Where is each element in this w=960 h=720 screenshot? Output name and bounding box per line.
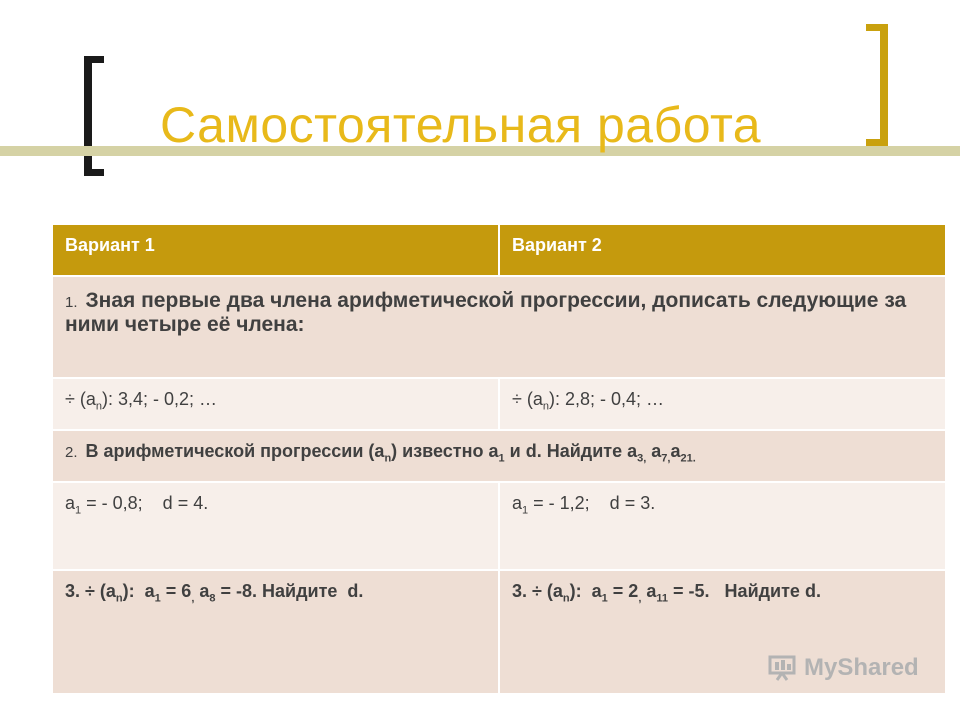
myshared-logo (768, 654, 919, 682)
task-1-statement (53, 276, 945, 378)
table-row (53, 482, 945, 570)
table-row (53, 430, 945, 482)
task-1-variant-1: ÷ $(a_n)$: 3,4; - 0,2; … (53, 378, 499, 430)
table-header-row (53, 225, 945, 276)
bracket-left-vertical (84, 56, 92, 176)
task-2-variant-2: $a_1$ = - 1,2; d = 3. (499, 482, 945, 570)
bracket-left-bottom (84, 169, 104, 176)
task-table (53, 225, 945, 693)
presentation-board-icon (768, 655, 798, 681)
bracket-left-top (84, 56, 104, 63)
page-title: Самостоятельная работа (160, 97, 762, 153)
table-row (53, 276, 945, 378)
bracket-right-bottom (866, 139, 888, 146)
logo-text: MyShared (804, 654, 919, 681)
header-variant-1: Вариант 1 (53, 225, 499, 276)
task-3-variant-1: 3. ÷ $(a_n)$: $a_1 = 6_,$ $a_8 = -8$. Найдите d. (53, 570, 499, 693)
task-1-text: Зная первые два члена арифметической прогрессии, дописать следующие за ними четыре её члена: (65, 289, 907, 336)
task-1-number: 1. (65, 294, 78, 311)
table-row (53, 378, 945, 430)
task-2-variant-1: $a_1$ = - 0,8; d = 4. (53, 482, 499, 570)
header-variant-2: Вариант 2 (499, 225, 945, 276)
task-3-variant-2: 3. ÷ $(a_n)$: $a_1 = 2_,$ $a_{11} = -5$. Найдите d. (499, 570, 945, 693)
task-2-statement: 2. В арифметической прогрессии $(a_n)$ известно $a_1$ и d. Найдите $a_{3,}$ $a_{7,}a_{21.}$ (53, 430, 945, 482)
bracket-right-top (866, 24, 888, 31)
task-1-variant-2: ÷ $(a_n)$: 2,8; - 0,4; … (499, 378, 945, 430)
bracket-right-vertical (880, 24, 888, 146)
task-2-number: 2. (65, 444, 78, 461)
